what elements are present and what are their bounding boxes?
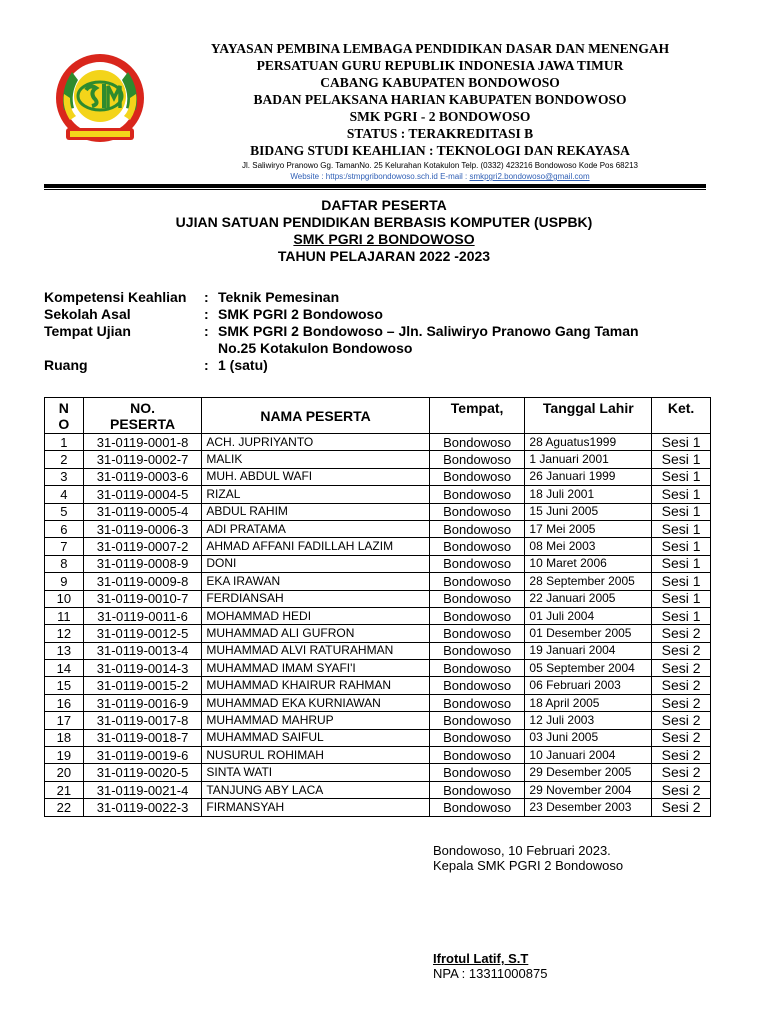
table-row: [45, 764, 711, 781]
row-ket: Sesi 1: [652, 503, 711, 520]
row-no: 13: [45, 642, 84, 659]
table-row: [45, 677, 711, 694]
participant-table: [44, 397, 711, 817]
row-ket: Sesi 1: [652, 486, 711, 503]
table-row: [45, 503, 711, 520]
header-ket: Ket.: [652, 398, 711, 434]
kompetensi-value: Teknik Pemesinan: [218, 289, 340, 305]
separator: :: [204, 357, 209, 373]
row-ket: Sesi 1: [652, 590, 711, 607]
letterhead-line: BADAN PELAKSANA HARIAN KABUPATEN BONDOWOSO: [253, 92, 627, 107]
header-divider-thin: [44, 189, 706, 190]
row-tanggal: 26 Januari 1999: [525, 468, 652, 485]
ruang-label: Ruang: [44, 357, 88, 373]
header-nama: NAMA PESERTA: [202, 398, 429, 434]
school-address: Jl. Saliwiryo Pranowo Gg. TamanNo. 25 Kelurahan Kotakulon Telp. (0332) 423216 Bondowoso Kode Pos 68213: [242, 161, 638, 170]
row-no: 15: [45, 677, 84, 694]
row-no-peserta: 31-0119-0019-6: [83, 747, 202, 764]
row-tanggal: 10 Januari 2004: [525, 747, 652, 764]
row-nama: SINTA WATI: [202, 764, 429, 781]
row-no-peserta: 31-0119-0014-3: [83, 660, 202, 677]
table-header-row: [45, 398, 711, 434]
row-tanggal: 22 Januari 2005: [525, 590, 652, 607]
row-tempat: Bondowoso: [429, 677, 525, 694]
row-no-peserta: 31-0119-0016-9: [83, 694, 202, 711]
table-row: [45, 625, 711, 642]
row-nama: EKA IRAWAN: [202, 573, 429, 590]
row-tempat: Bondowoso: [429, 712, 525, 729]
row-ket: Sesi 1: [652, 555, 711, 572]
row-no-peserta: 31-0119-0011-6: [83, 607, 202, 624]
row-nama: TANJUNG ABY LACA: [202, 781, 429, 798]
row-no: 6: [45, 520, 84, 537]
signature-block: [433, 843, 623, 981]
letterhead-line: STATUS : TERAKREDITASI B: [346, 126, 534, 141]
row-no: 21: [45, 781, 84, 798]
row-no: 3: [45, 468, 84, 485]
row-tanggal: 18 April 2005: [525, 694, 652, 711]
row-nama: MUHAMMAD KHAIRUR RAHMAN: [202, 677, 429, 694]
row-nama: DONI: [202, 555, 429, 572]
row-nama: ABDUL RAHIM: [202, 503, 429, 520]
row-tempat: Bondowoso: [429, 660, 525, 677]
row-no: 14: [45, 660, 84, 677]
row-ket: Sesi 1: [652, 538, 711, 555]
row-tempat: Bondowoso: [429, 781, 525, 798]
row-no-peserta: 31-0119-0020-5: [83, 764, 202, 781]
row-no-peserta: 31-0119-0013-4: [83, 642, 202, 659]
row-tempat: Bondowoso: [429, 694, 525, 711]
table-row: [45, 660, 711, 677]
row-tanggal: 28 Aguatus1999: [525, 434, 652, 451]
row-tanggal: 15 Juni 2005: [525, 503, 652, 520]
row-no: 4: [45, 486, 84, 503]
header-no-peserta: NO. PESERTA: [83, 398, 202, 434]
tempat-value: SMK PGRI 2 Bondowoso – Jln. Saliwiryo Pranowo Gang Taman: [218, 323, 639, 339]
row-tanggal: 10 Maret 2006: [525, 555, 652, 572]
table-row: [45, 538, 711, 555]
table-row: [45, 694, 711, 711]
place-date: Bondowoso, 10 Februari 2023.: [433, 843, 611, 858]
kompetensi-label: Kompetensi Keahlian: [44, 289, 187, 305]
row-tanggal: 06 Februari 2003: [525, 677, 652, 694]
row-no: 12: [45, 625, 84, 642]
table-row: [45, 642, 711, 659]
row-ket: Sesi 1: [652, 573, 711, 590]
row-ket: Sesi 2: [652, 677, 711, 694]
tempat-label: Tempat Ujian: [44, 323, 131, 339]
row-no-peserta: 31-0119-0015-2: [83, 677, 202, 694]
separator: :: [204, 289, 209, 305]
letterhead: [130, 40, 750, 182]
row-ket: Sesi 2: [652, 764, 711, 781]
row-tempat: Bondowoso: [429, 729, 525, 746]
row-no-peserta: 31-0119-0001-8: [83, 434, 202, 451]
row-nama: MUHAMMAD SAIFUL: [202, 729, 429, 746]
row-tempat: Bondowoso: [429, 555, 525, 572]
row-no-peserta: 31-0119-0003-6: [83, 468, 202, 485]
letterhead-line: PERSATUAN GURU REPUBLIK INDONESIA JAWA TIMUR: [256, 58, 624, 73]
title-line-2: UJIAN SATUAN PENDIDIKAN BERBASIS KOMPUTER (USPBK): [175, 214, 593, 230]
row-ket: Sesi 1: [652, 468, 711, 485]
row-tanggal: 29 Desember 2005: [525, 764, 652, 781]
table-row: [45, 451, 711, 468]
row-tempat: Bondowoso: [429, 451, 525, 468]
sekolah-label: Sekolah Asal: [44, 306, 131, 322]
row-no: 16: [45, 694, 84, 711]
row-tanggal: 29 November 2004: [525, 781, 652, 798]
row-nama: RIZAL: [202, 486, 429, 503]
row-tanggal: 03 Juni 2005: [525, 729, 652, 746]
table-row: [45, 590, 711, 607]
letterhead-line: BIDANG STUDI KEAHLIAN : TEKNOLOGI DAN REKAYASA: [250, 143, 630, 158]
row-tempat: Bondowoso: [429, 625, 525, 642]
row-no-peserta: 31-0119-0012-5: [83, 625, 202, 642]
row-tanggal: 23 Desember 2003: [525, 799, 652, 816]
row-ket: Sesi 2: [652, 712, 711, 729]
row-nama: MUHAMMAD IMAM SYAFI'I: [202, 660, 429, 677]
row-ket: Sesi 2: [652, 747, 711, 764]
row-no: 9: [45, 573, 84, 590]
row-tempat: Bondowoso: [429, 590, 525, 607]
table-row: [45, 747, 711, 764]
row-no-peserta: 31-0119-0007-2: [83, 538, 202, 555]
row-tempat: Bondowoso: [429, 607, 525, 624]
row-tempat: Bondowoso: [429, 520, 525, 537]
row-no: 7: [45, 538, 84, 555]
title-line-4: TAHUN PELAJARAN 2022 -2023: [277, 248, 491, 264]
school-contact: [130, 171, 750, 182]
letterhead-line: CABANG KABUPATEN BONDOWOSO: [320, 75, 560, 90]
row-tanggal: 1 Januari 2001: [525, 451, 652, 468]
row-no-peserta: 31-0119-0018-7: [83, 729, 202, 746]
document-title: [0, 197, 768, 265]
row-ket: Sesi 1: [652, 520, 711, 537]
row-no-peserta: 31-0119-0002-7: [83, 451, 202, 468]
row-ket: Sesi 2: [652, 781, 711, 798]
row-nama: MUHAMMAD ALI GUFRON: [202, 625, 429, 642]
logo-disc: [74, 70, 126, 122]
row-tanggal: 17 Mei 2005: [525, 520, 652, 537]
row-nama: ADI PRATAMA: [202, 520, 429, 537]
letterhead-line: SMK PGRI - 2 BONDOWOSO: [349, 109, 531, 124]
row-tempat: Bondowoso: [429, 468, 525, 485]
separator: :: [204, 306, 209, 322]
signer-name: Ifrotul Latif, S.T: [433, 951, 529, 966]
letterhead-line: YAYASAN PEMBINA LEMBAGA PENDIDIKAN DASAR DAN MENENGAH: [210, 41, 670, 56]
row-tempat: Bondowoso: [429, 799, 525, 816]
row-tempat: Bondowoso: [429, 434, 525, 451]
row-no-peserta: 31-0119-0021-4: [83, 781, 202, 798]
sekolah-value: SMK PGRI 2 Bondowoso: [218, 306, 383, 322]
title-line-3: SMK PGRI 2 BONDOWOSO: [293, 231, 475, 247]
row-no-peserta: 31-0119-0022-3: [83, 799, 202, 816]
row-tempat: Bondowoso: [429, 486, 525, 503]
row-no-peserta: 31-0119-0010-7: [83, 590, 202, 607]
row-ket: Sesi 1: [652, 451, 711, 468]
table-row: [45, 712, 711, 729]
signer-position: Kepala SMK PGRI 2 Bondowoso: [433, 858, 624, 873]
row-tempat: Bondowoso: [429, 764, 525, 781]
row-no-peserta: 31-0119-0004-5: [83, 486, 202, 503]
table-row: [45, 573, 711, 590]
row-tanggal: 01 Desember 2005: [525, 625, 652, 642]
header-tempat: Tempat,: [429, 398, 525, 434]
row-no: 17: [45, 712, 84, 729]
row-no-peserta: 31-0119-0009-8: [83, 573, 202, 590]
row-ket: Sesi 2: [652, 729, 711, 746]
table-row: [45, 434, 711, 451]
row-nama: MOHAMMAD HEDI: [202, 607, 429, 624]
row-nama: MUH. ABDUL WAFI: [202, 468, 429, 485]
row-tempat: Bondowoso: [429, 503, 525, 520]
row-no: 11: [45, 607, 84, 624]
table-row: [45, 729, 711, 746]
header-tanggal: Tanggal Lahir: [525, 398, 652, 434]
email-link[interactable]: smkpgri2.bondowoso@gmail.com: [469, 172, 590, 181]
row-tanggal: 01 Juli 2004: [525, 607, 652, 624]
row-nama: MUHAMMAD ALVI RATURAHMAN: [202, 642, 429, 659]
row-nama: AHMAD AFFANI FADILLAH LAZIM: [202, 538, 429, 555]
row-no: 5: [45, 503, 84, 520]
row-nama: ACH. JUPRIYANTO: [202, 434, 429, 451]
ruang-value: 1 (satu): [218, 357, 268, 373]
row-ket: Sesi 2: [652, 660, 711, 677]
row-no: 19: [45, 747, 84, 764]
row-no-peserta: 31-0119-0005-4: [83, 503, 202, 520]
row-no: 20: [45, 764, 84, 781]
row-ket: Sesi 2: [652, 625, 711, 642]
row-ket: Sesi 2: [652, 694, 711, 711]
title-line-1: DAFTAR PESERTA: [321, 197, 447, 213]
row-tanggal: 28 September 2005: [525, 573, 652, 590]
tempat-value-cont: No.25 Kotakulon Bondowoso: [218, 340, 413, 356]
header-divider: [44, 184, 706, 188]
row-no: 10: [45, 590, 84, 607]
row-tanggal: 05 September 2004: [525, 660, 652, 677]
table-row: [45, 799, 711, 816]
table-row: [45, 486, 711, 503]
row-tanggal: 19 Januari 2004: [525, 642, 652, 659]
signer-npa: NPA : 13311000875: [433, 966, 548, 981]
row-tanggal: 18 Juli 2001: [525, 486, 652, 503]
table-row: [45, 468, 711, 485]
table-row: [45, 607, 711, 624]
row-nama: FIRMANSYAH: [202, 799, 429, 816]
row-tanggal: 08 Mei 2003: [525, 538, 652, 555]
row-nama: MUHAMMAD MAHRUP: [202, 712, 429, 729]
row-ket: Sesi 2: [652, 799, 711, 816]
row-ket: Sesi 1: [652, 607, 711, 624]
row-tanggal: 12 Juli 2003: [525, 712, 652, 729]
row-nama: MUHAMMAD EKA KURNIAWAN: [202, 694, 429, 711]
row-no: 8: [45, 555, 84, 572]
separator: :: [204, 323, 209, 339]
row-tempat: Bondowoso: [429, 573, 525, 590]
row-no: 22: [45, 799, 84, 816]
row-no: 2: [45, 451, 84, 468]
row-tempat: Bondowoso: [429, 538, 525, 555]
table-row: [45, 555, 711, 572]
website-text: Website : https:/stmpgribondowoso.sch.id E-mail :: [290, 172, 468, 181]
row-tempat: Bondowoso: [429, 747, 525, 764]
row-no-peserta: 31-0119-0008-9: [83, 555, 202, 572]
header-no: N O: [45, 398, 84, 434]
row-tempat: Bondowoso: [429, 642, 525, 659]
table-row: [45, 520, 711, 537]
row-ket: Sesi 1: [652, 434, 711, 451]
row-nama: NUSURUL ROHIMAH: [202, 747, 429, 764]
row-nama: MALIK: [202, 451, 429, 468]
row-ket: Sesi 2: [652, 642, 711, 659]
row-no-peserta: 31-0119-0006-3: [83, 520, 202, 537]
row-no-peserta: 31-0119-0017-8: [83, 712, 202, 729]
row-nama: FERDIANSAH: [202, 590, 429, 607]
table-row: [45, 781, 711, 798]
row-no: 18: [45, 729, 84, 746]
row-no: 1: [45, 434, 84, 451]
